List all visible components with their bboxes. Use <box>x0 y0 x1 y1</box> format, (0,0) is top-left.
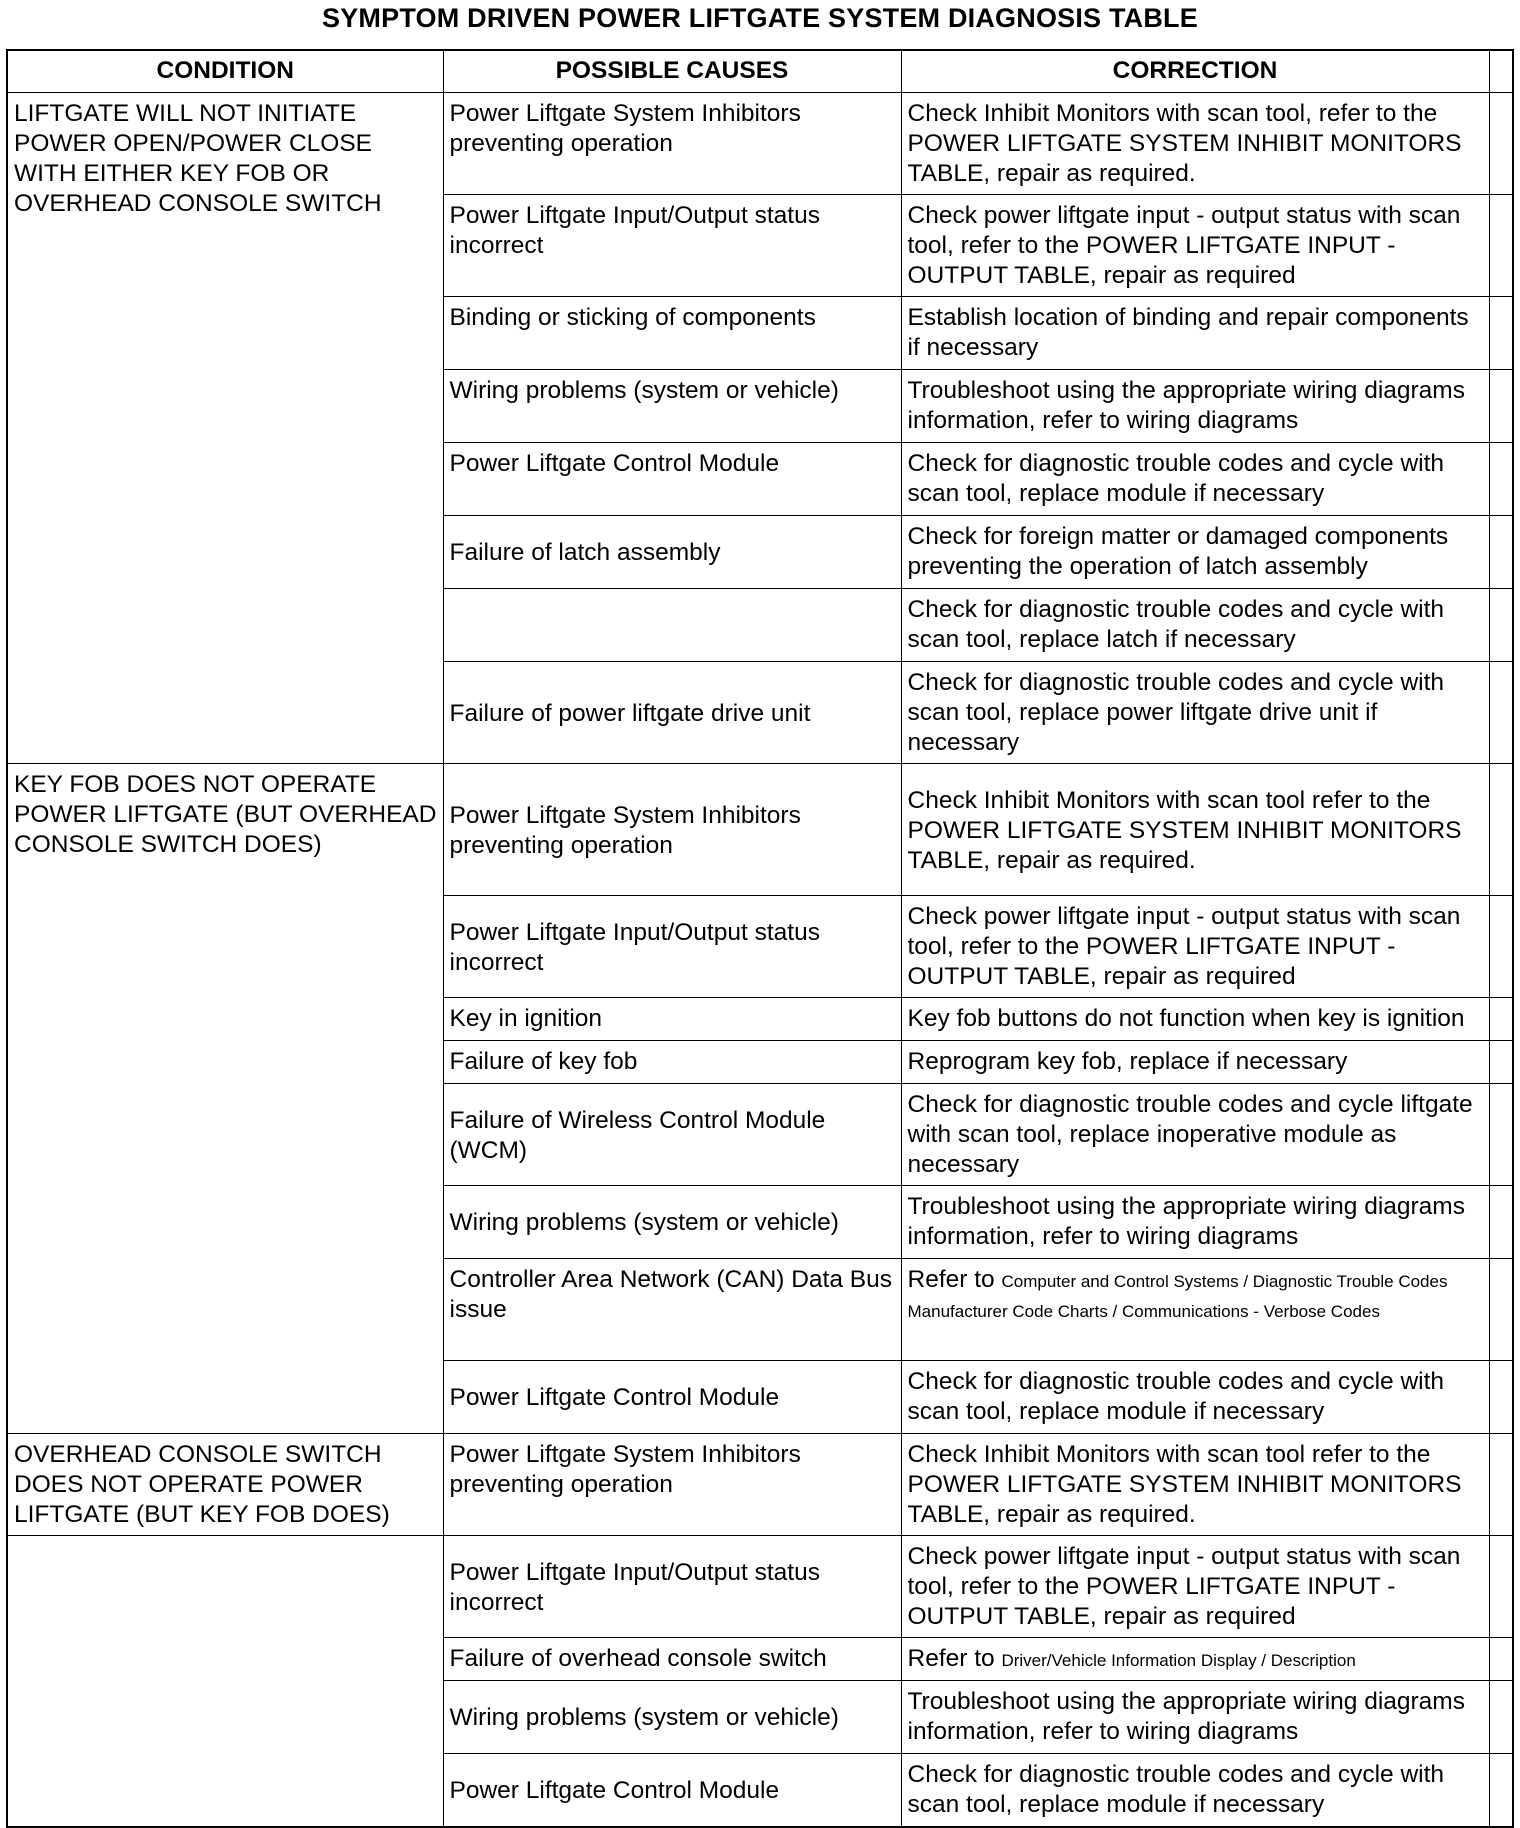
header-condition: CONDITION <box>7 50 443 93</box>
cause-cell: Power Liftgate Control Module <box>443 443 901 516</box>
stub-cell <box>1489 1638 1513 1681</box>
cause-cell: Key in ignition <box>443 998 901 1041</box>
reference-link[interactable]: Computer and Control Systems / Diagnostic Trouble Codes Manufacturer Code Charts / Communications - Verbose Codes <box>907 1272 1448 1321</box>
cause-cell: Power Liftgate Input/Output status incorrect <box>443 896 901 998</box>
stub-cell <box>1489 896 1513 998</box>
correction-cell: Check power liftgate input - output status with scan tool, refer to the POWER LIFTGATE INPUT - OUTPUT TABLE, repair as required <box>901 896 1489 998</box>
correction-cell: Check for diagnostic trouble codes and cycle with scan tool, replace latch if necessary <box>901 589 1489 662</box>
stub-cell <box>1489 1754 1513 1827</box>
correction-cell: Reprogram key fob, replace if necessary <box>901 1041 1489 1084</box>
cause-cell <box>443 589 901 662</box>
cause-cell: Binding or sticking of components <box>443 297 901 370</box>
stub-cell <box>1489 1536 1513 1638</box>
table-row <box>7 764 1513 896</box>
header-stub <box>1489 50 1513 93</box>
refer-to-text: Refer to <box>907 1645 995 1672</box>
cause-cell: Wiring problems (system or vehicle) <box>443 1186 901 1259</box>
correction-cell: Check for diagnostic trouble codes and cycle with scan tool, replace module if necessary <box>901 1754 1489 1827</box>
table-row <box>7 1536 1513 1638</box>
cause-cell: Power Liftgate System Inhibitors preventing operation <box>443 1434 901 1536</box>
correction-cell: Check power liftgate input - output status with scan tool, refer to the POWER LIFTGATE INPUT - OUTPUT TABLE, repair as required <box>901 195 1489 297</box>
correction-cell: Check power liftgate input - output status with scan tool, refer to the POWER LIFTGATE INPUT - OUTPUT TABLE, repair as required <box>901 1536 1489 1638</box>
correction-cell: Troubleshoot using the appropriate wiring diagrams information, refer to wiring diagrams <box>901 1681 1489 1754</box>
condition-cell <box>7 1536 443 1827</box>
cause-cell: Power Liftgate System Inhibitors preventing operation <box>443 764 901 896</box>
correction-cell: Check for diagnostic trouble codes and cycle liftgate with scan tool, replace inoperative module as necessary <box>901 1084 1489 1186</box>
stub-cell <box>1489 370 1513 443</box>
correction-cell: Troubleshoot using the appropriate wiring diagrams information, refer to wiring diagrams <box>901 370 1489 443</box>
condition-cell: LIFTGATE WILL NOT INITIATE POWER OPEN/POWER CLOSE WITH EITHER KEY FOB OR OVERHEAD CONSOLE SWITCH <box>7 93 443 764</box>
refer-to-text: Refer to <box>907 1266 995 1293</box>
cause-cell: Failure of overhead console switch <box>443 1638 901 1681</box>
diagnosis-table <box>6 49 1514 1828</box>
stub-cell <box>1489 1361 1513 1434</box>
condition-cell: OVERHEAD CONSOLE SWITCH DOES NOT OPERATE POWER LIFTGATE (BUT KEY FOB DOES) <box>7 1434 443 1536</box>
stub-cell <box>1489 195 1513 297</box>
cause-cell: Power Liftgate Input/Output status incorrect <box>443 1536 901 1638</box>
stub-cell <box>1489 1084 1513 1186</box>
cause-cell: Wiring problems (system or vehicle) <box>443 1681 901 1754</box>
correction-cell <box>901 1259 1489 1361</box>
correction-cell: Troubleshoot using the appropriate wiring diagrams information, refer to wiring diagrams <box>901 1186 1489 1259</box>
stub-cell <box>1489 1681 1513 1754</box>
stub-cell <box>1489 516 1513 589</box>
correction-cell: Check for foreign matter or damaged components preventing the operation of latch assembly <box>901 516 1489 589</box>
cause-cell: Failure of power liftgate drive unit <box>443 662 901 764</box>
correction-cell <box>901 1638 1489 1681</box>
stub-cell <box>1489 998 1513 1041</box>
condition-cell: KEY FOB DOES NOT OPERATE POWER LIFTGATE (BUT OVERHEAD CONSOLE SWITCH DOES) <box>7 764 443 1434</box>
header-correction: CORRECTION <box>901 50 1489 93</box>
cause-cell: Failure of key fob <box>443 1041 901 1084</box>
stub-cell <box>1489 589 1513 662</box>
correction-cell: Establish location of binding and repair components if necessary <box>901 297 1489 370</box>
stub-cell <box>1489 662 1513 764</box>
header-possible-causes: POSSIBLE CAUSES <box>443 50 901 93</box>
stub-cell <box>1489 297 1513 370</box>
cause-cell: Failure of latch assembly <box>443 516 901 589</box>
correction-cell: Check Inhibit Monitors with scan tool refer to the POWER LIFTGATE SYSTEM INHIBIT MONITORS TABLE, repair as required. <box>901 1434 1489 1536</box>
stub-cell <box>1489 1186 1513 1259</box>
correction-cell: Check for diagnostic trouble codes and cycle with scan tool, replace module if necessary <box>901 1361 1489 1434</box>
page-title: SYMPTOM DRIVEN POWER LIFTGATE SYSTEM DIAGNOSIS TABLE <box>322 3 1198 33</box>
correction-cell: Check Inhibit Monitors with scan tool, refer to the POWER LIFTGATE SYSTEM INHIBIT MONITORS TABLE, repair as required. <box>901 93 1489 195</box>
header-row <box>7 50 1513 93</box>
correction-cell: Check Inhibit Monitors with scan tool refer to the POWER LIFTGATE SYSTEM INHIBIT MONITORS TABLE, repair as required. <box>901 764 1489 896</box>
cause-cell: Wiring problems (system or vehicle) <box>443 370 901 443</box>
cause-cell: Power Liftgate Control Module <box>443 1361 901 1434</box>
cause-cell: Power Liftgate Control Module <box>443 1754 901 1827</box>
table-row <box>7 1434 1513 1536</box>
correction-cell: Check for diagnostic trouble codes and cycle with scan tool, replace power liftgate drive unit if necessary <box>901 662 1489 764</box>
reference-link[interactable]: Driver/Vehicle Information Display / Description <box>1001 1651 1356 1670</box>
correction-cell: Key fob buttons do not function when key is ignition <box>901 998 1489 1041</box>
stub-cell <box>1489 1434 1513 1536</box>
stub-cell <box>1489 1259 1513 1361</box>
correction-cell: Check for diagnostic trouble codes and cycle with scan tool, replace module if necessary <box>901 443 1489 516</box>
stub-cell <box>1489 443 1513 516</box>
table-row <box>7 93 1513 195</box>
stub-cell <box>1489 764 1513 896</box>
stub-cell <box>1489 93 1513 195</box>
cause-cell: Power Liftgate System Inhibitors preventing operation <box>443 93 901 195</box>
stub-cell <box>1489 1041 1513 1084</box>
cause-cell: Controller Area Network (CAN) Data Bus issue <box>443 1259 901 1361</box>
cause-cell: Failure of Wireless Control Module (WCM) <box>443 1084 901 1186</box>
cause-cell: Power Liftgate Input/Output status incorrect <box>443 195 901 297</box>
